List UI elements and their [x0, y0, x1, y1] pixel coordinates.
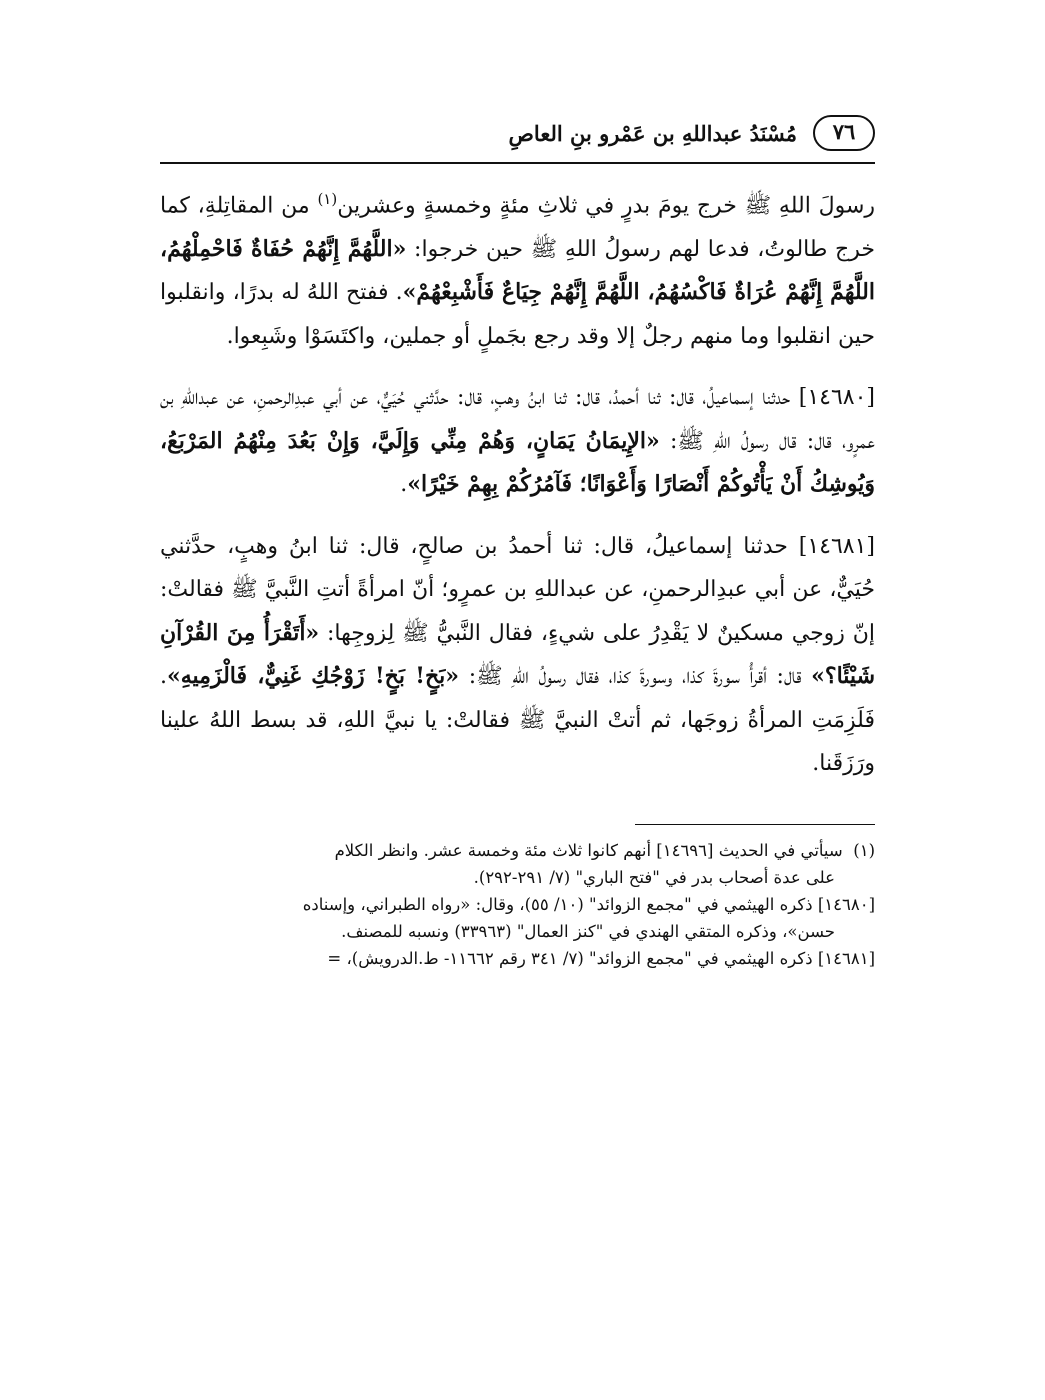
footnote-text: على عدة أصحاب بدر في "فتح الباري" (٧/ ٢٩١-٢٩٢). [473, 867, 835, 887]
hadith-paragraph-14681 [160, 525, 875, 786]
footnote-text: ذكره الهيثمي في "مجمع الزوائد" (٧/ ٣٤١ رقم ١١٦٦٢- ط.الدرويش)، = [327, 948, 818, 968]
paragraph-text: . فَلَزِمَتِ المرأةُ زوجَها، ثم أتتْ النبيَّ ﷺ فقالتْ: يا نبيَّ اللهِ، قد بسط اللهُ علينا ورَزَقَنا. [160, 664, 875, 777]
hadith-text: «اللَّهُمَّ إِنَّهُمْ حُفَاةٌ فَاحْمِلْهُمُ، اللَّهُمَّ إِنَّهُمْ عُرَاةٌ فَاكْسُهُمُ، اللَّهُمَّ إِنَّهُمْ جِيَاعٌ فَأَشْبِعْهُمْ» [160, 235, 875, 306]
paragraph-1 [160, 178, 875, 358]
hadith-text: «بَخٍ! بَخٍ! زَوْجُكِ غَنِيٌّ، فَالْزَمِيهِ» [167, 663, 460, 690]
footnote-14681 [160, 945, 875, 972]
footnote-number: [١٤٦٨٠] [817, 894, 875, 914]
hadith-text: «الإِيمَانُ يَمَانٍ، وَهُمْ مِنِّي وَإِلَيَّ، وَإِنْ بَعُدَ مِنْهُمُ المَرْبَعُ، وَيُوشِكُ أَنْ يَأْتُوكُمْ أَنْصَارًا وَأَعْوَانًا؛ فَآمُرُكُمْ بِهِمْ خَيْرًا» [160, 427, 875, 498]
hadith-number: [١٤٦٨٠] [798, 385, 875, 411]
hadith-number: [١٤٦٨١] [798, 533, 875, 559]
footnote-marker: (١) [853, 840, 875, 860]
hadith-text: «أَتَقْرَأُ مِنَ القُرْآنِ شَيْئًا؟» [160, 619, 875, 690]
footnote-text: حسن»، وذكره المتقي الهندي في "كنز العمال" (٣٣٩٦٣) ونسبه للمصنف. [341, 921, 835, 941]
paragraph-text: حدثنا إسماعيلُ، قال: ثنا أحمدُ، قال: ثنا ابنُ وهبٍ، قال: حدَّثني حُيَيٌّ، عن أبي عبدِالرحمنِ، عن عبداللهِ بن عمرٍو، قال: قال رسولُ اللهِ ﷺ: [160, 385, 875, 454]
hadith-paragraph-14680 [160, 376, 875, 507]
footnote-number: [١٤٦٨١] [817, 948, 875, 968]
paragraph-text: حدثنا إسماعيلُ، قال: ثنا أحمدُ بن صالحٍ، قال: ثنا ابنُ وهبٍ، حدَّثني حُيَيٌّ، عن أبي عبدِالرحمنِ، عن عبداللهِ بن عمرٍو؛ أنّ امرأةً أتتِ النَّبيَّ ﷺ فقالتْ: إنّ زوجي مسكينٌ لا يَقْدِرُ على شيءٍ، فقال النَّبيُّ ﷺ لِزوجِها: [160, 533, 875, 646]
footnote-14680 [160, 891, 875, 945]
header-rule [160, 162, 875, 164]
footnote-separator [635, 824, 875, 825]
footnote-text: سيأتي في الحديث [١٤٦٩٦] أنهم كانوا ثلاث مئة وخمسة عشر. وانظر الكلام [334, 840, 843, 860]
page [160, 110, 875, 972]
footnote-text: ذكره الهيثمي في "مجمع الزوائد" (١٠/ ٥٥)، وقال: «رواه الطبراني، وإسناده [302, 894, 818, 914]
paragraph-text: من المقاتِلةِ، كما خرج طالوتُ، فدعا لهم رسولُ اللهِ ﷺ حين خرجوا: [160, 193, 875, 262]
footnotes [160, 837, 875, 972]
page-header [160, 110, 875, 158]
paragraph-text: قال: أقرأُ سورةَ كذا، وسورةَ كذا، فقال رسولُ اللهِ ﷺ: [459, 664, 812, 690]
paragraph-text: رسولَ اللهِ ﷺ خرج يومَ بدرٍ في ثلاثِ مئةٍ وخمسةٍ وعشرين [337, 193, 876, 219]
running-title: مُسْنَدُ عبداللهِ بن عَمْرو بنِ العاصِ [508, 121, 797, 146]
footnote-reference: (١) [317, 190, 338, 208]
footnote-1 [160, 837, 875, 891]
paragraph-text: . [400, 472, 408, 498]
paragraph-text: . ففتح اللهُ له بدرًا، وانقلبوا حين انقلبوا وما منهم رجلٌ إلا وقد رجع بجَملٍ أو جملين، واكتَسَوْا وشَبِعوا. [160, 280, 875, 349]
page-number: ٧٦ [813, 115, 875, 151]
